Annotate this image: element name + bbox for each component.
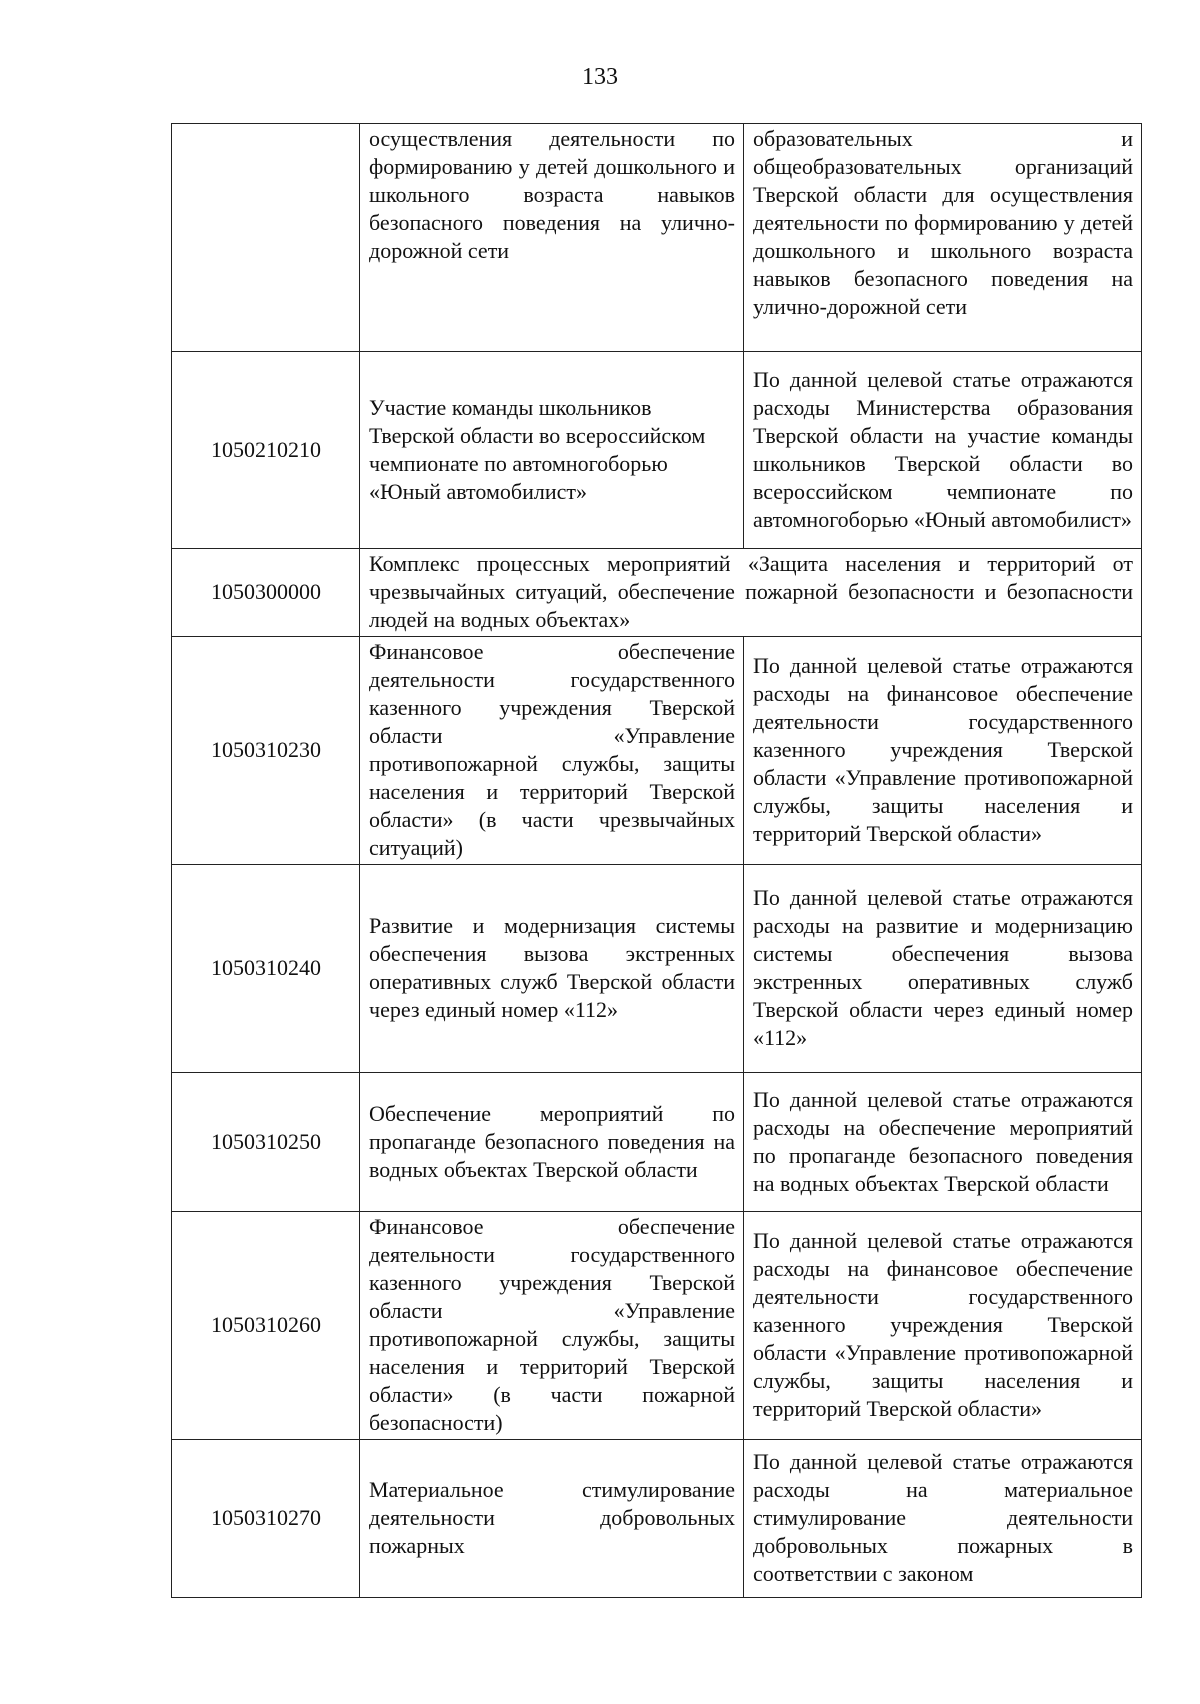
row-name: Материальное стимулирование деятельности добровольных пожарных	[360, 1440, 744, 1598]
row-description: По данной целевой статье отражаются расходы на развитие и модернизацию системы обеспечения вызова экстренных оперативных служб Тверской области через единый номер «112»	[744, 865, 1142, 1073]
row-code: 1050210210	[172, 352, 360, 549]
row-code: 1050310230	[172, 637, 360, 865]
row-code: 1050310260	[172, 1212, 360, 1440]
table-row	[172, 865, 1142, 1073]
row-description: По данной целевой статье отражаются расходы на обеспечение мероприятий по пропаганде безопасного поведения на водных объектах Тверской области	[744, 1073, 1142, 1212]
table-row	[172, 1073, 1142, 1212]
table-row	[172, 549, 1142, 637]
row-description: По данной целевой статье отражаются расходы Министерства образования Тверской области на участие команды школьников Тверской области во всероссийском чемпионате по автомногоборью «Юный автомобилист»	[744, 352, 1142, 549]
table-row	[172, 1212, 1142, 1440]
row-description: образовательных и общеобразовательных организаций Тверской области для осуществления деятельности по формированию у детей дошкольного и школьного возраста навыков безопасного поведения на улично-дорожной сети	[744, 124, 1142, 352]
row-name: Развитие и модернизация системы обеспечения вызова экстренных оперативных служб Тверской области через единый номер «112»	[360, 865, 744, 1073]
row-description: По данной целевой статье отражаются расходы на финансовое обеспечение деятельности государственного казенного учреждения Тверской области «Управление противопожарной службы, защиты населения и территорий Тверской области»	[744, 1212, 1142, 1440]
row-name: Финансовое обеспечение деятельности государственного казенного учреждения Тверской области «Управление противопожарной службы, защиты населения и территорий Тверской области» (в части пожарной безопасности)	[360, 1212, 744, 1440]
table-row	[172, 352, 1142, 549]
row-code: 1050310270	[172, 1440, 360, 1598]
row-description: По данной целевой статье отражаются расходы на финансовое обеспечение деятельности государственного казенного учреждения Тверской области «Управление противопожарной службы, защиты населения и территорий Тверской области»	[744, 637, 1142, 865]
row-description: По данной целевой статье отражаются расходы на материальное стимулирование деятельности добровольных пожарных в соответствии с законом	[744, 1440, 1142, 1598]
table-row	[172, 124, 1142, 352]
table-row	[172, 1440, 1142, 1598]
target-articles-table	[171, 123, 1142, 1598]
row-name: осуществления деятельности по формированию у детей дошкольного и школьного возраста навыков безопасного поведения на улично-дорожной сети	[360, 124, 744, 352]
row-name: Обеспечение мероприятий по пропаганде безопасного поведения на водных объектах Тверской области	[360, 1073, 744, 1212]
row-name: Участие команды школьников Тверской области во всероссийском чемпионате по автомногоборью «Юный автомобилист»	[360, 352, 744, 549]
row-name: Комплекс процессных мероприятий «Защита населения и территорий от чрезвычайных ситуаций, обеспечение пожарной безопасности и безопасности людей на водных объектах»	[360, 549, 1142, 637]
row-code	[172, 124, 360, 352]
row-name: Финансовое обеспечение деятельности государственного казенного учреждения Тверской области «Управление противопожарной службы, защиты населения и территорий Тверской области» (в части чрезвычайных ситуаций)	[360, 637, 744, 865]
row-code: 1050300000	[172, 549, 360, 637]
table-row	[172, 637, 1142, 865]
row-code: 1050310250	[172, 1073, 360, 1212]
page-number: 133	[582, 64, 618, 90]
row-code: 1050310240	[172, 865, 360, 1073]
